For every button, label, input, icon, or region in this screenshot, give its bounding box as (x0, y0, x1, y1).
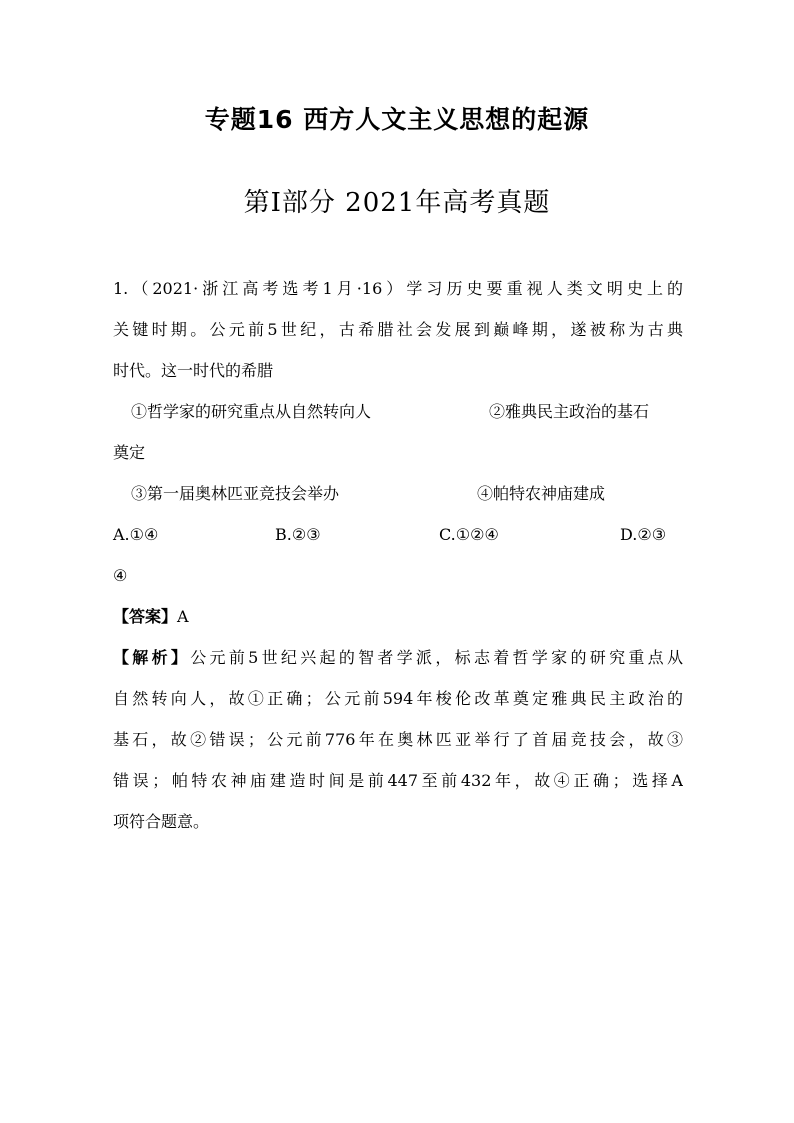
choice-b: B.②③ (275, 525, 321, 544)
answer-line (113, 596, 683, 637)
answer-label: 【答案】 (113, 607, 178, 626)
analysis-line-1 (113, 637, 683, 678)
section-subtitle: 第Ⅰ部分 2021年高考真题 (243, 188, 551, 218)
statement-2-continuation: 奠定 (113, 443, 146, 462)
analysis-text-1: 公元前5世纪兴起的智者学派，标志着哲学家的研究重点从 (190, 648, 683, 667)
statement-4: ④帕特农神庙建成 (477, 484, 606, 503)
analysis-line-3: 基石，故②错误；公元前776年在奥林匹亚举行了首届竞技会，故③ (113, 730, 683, 749)
analysis-line-2: 自然转向人，故①正确；公元前594年梭伦改革奠定雅典民主政治的 (113, 689, 683, 708)
answer-value: A (177, 607, 189, 626)
statement-2: ②雅典民主政治的基石 (489, 402, 650, 421)
choice-d-continuation: ④ (113, 566, 128, 585)
page-title: 专题16 西方人文主义思想的起源 (204, 105, 590, 134)
statement-1: ①哲学家的研究重点从自然转向人 (131, 402, 372, 421)
question-stem-line-3: 时代。这一时代的希腊 (113, 361, 274, 380)
choice-a: A.①④ (113, 525, 159, 544)
question-block (113, 268, 683, 842)
choice-c: C.①②④ (439, 525, 499, 544)
statement-row-2 (113, 473, 683, 514)
analysis-label: 【解析】 (113, 648, 191, 667)
analysis-line-5: 项符合题意。 (113, 812, 210, 831)
question-stem-line-1: 1.（2021·浙江高考选考1月·16）学习历史要重视人类文明史上的 (113, 279, 683, 298)
analysis-line-4: 错误；帕特农神庙建造时间是前447至前432年，故④正确；选择A (113, 771, 683, 790)
choice-d: D.②③ (620, 525, 667, 544)
question-stem-line-2: 关键时期。公元前5世纪，古希腊社会发展到巅峰期，遂被称为古典 (113, 320, 683, 339)
statement-row-1 (113, 391, 683, 432)
choices-row (113, 514, 683, 555)
statement-3: ③第一届奥林匹亚竞技会举办 (131, 484, 340, 503)
